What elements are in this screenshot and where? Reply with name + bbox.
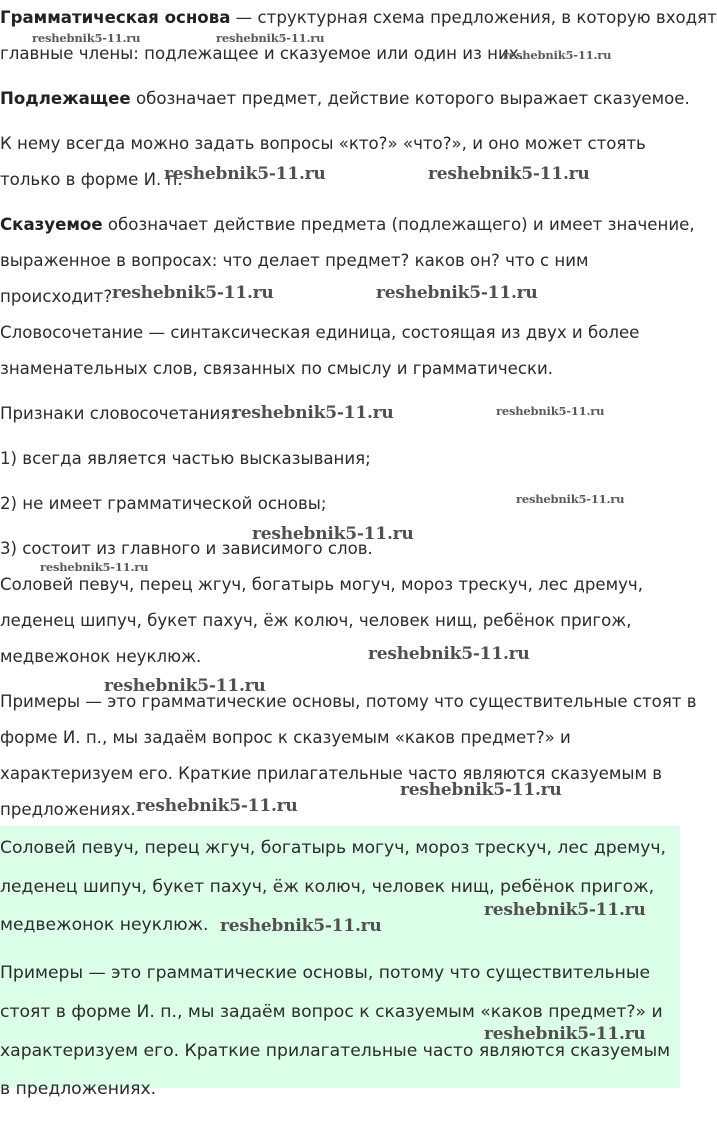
text-line-3 [0,88,690,110]
watermark: reshebnik5-11.ru [496,404,605,418]
text-line-6 [0,214,695,236]
watermark: reshebnik5-11.ru [112,283,274,303]
text-line-11 [0,403,236,425]
line-text: Примеры — это грамматические основы, потому что существительные [0,963,651,983]
watermark: reshebnik5-11.ru [136,796,298,816]
text-line-9 [0,322,639,344]
line-text: Словосочетание — синтаксическая единица, состоящая из двух и более [0,323,640,342]
line-text: медвежонок неуклюж. [0,647,202,666]
line-text: выраженное в вопросах: что делает предмет? каков он? что с ним [0,251,589,270]
highlight-line-3 [0,914,209,936]
watermark: reshebnik5-11.ru [232,403,394,423]
text-line-13 [0,493,327,515]
term-predicate: Сказуемое [0,215,103,234]
line-text: Признаки словосочетания: [0,404,236,423]
watermark: reshebnik5-11.ru [216,31,325,45]
watermark: reshebnik5-11.ru [252,524,414,544]
text-line-12 [0,448,371,470]
text-line-17 [0,646,201,668]
watermark: reshebnik5-11.ru [220,916,382,936]
line-text: главные члены: подлежащее и сказуемое или один из них. [0,44,524,63]
line-text: только в форме И. п. [0,170,183,189]
text-line-1 [0,7,717,29]
text-line-10 [0,358,553,380]
text-line-4 [0,133,646,155]
watermark: reshebnik5-11.ru [503,48,612,62]
line-text: 1) всегда является частью высказывания; [0,449,371,468]
highlighted-answer-block [0,826,680,1099]
watermark: reshebnik5-11.ru [428,164,590,184]
watermark: reshebnik5-11.ru [376,283,538,303]
line-text: медвежонок неуклюж. [0,915,209,935]
line-text: Соловей певуч, перец жгуч, богатырь могуч, мороз трескуч, лес дремуч, [0,838,666,858]
line-text: знаменательных слов, связанных по смыслу и грамматически. [0,359,554,378]
text-line-15 [0,574,643,596]
highlight-line-7 [0,1078,156,1100]
line-text: 3) состоит из главного и зависимого слов. [0,539,373,558]
text-line-20 [0,763,662,785]
line-text: 2) не имеет грамматической основы; [0,494,327,513]
text-line-2 [0,43,524,65]
term-subject: Подлежащее [0,89,131,108]
text-line-21 [0,799,136,821]
line-text: предложениях. [0,800,136,819]
text-line-8 [0,286,112,308]
line-text: обозначает действие предмета (подлежащего) и имеет значение, [102,215,695,234]
watermark: reshebnik5-11.ru [164,164,326,184]
text-line-7 [0,250,589,272]
text-line-5 [0,169,183,191]
line-text: леденец шипуч, букет пахуч, ёж колюч, человек нищ, ребёнок пригож, [0,611,632,630]
watermark: reshebnik5-11.ru [516,492,625,506]
line-text: стоят в форме И. п., мы задаём вопрос к сказуемым «каков предмет?» и [0,1002,663,1022]
line-text: характеризуем его. Краткие прилагательные часто являются сказуемым [0,1041,671,1061]
highlight-line-5 [0,1001,663,1023]
watermark: reshebnik5-11.ru [484,1024,646,1044]
line-text: происходит? [0,287,113,306]
highlight-line-2 [0,876,654,898]
watermark: reshebnik5-11.ru [40,560,149,574]
watermark: reshebnik5-11.ru [32,31,141,45]
line-text: характеризуем его. Краткие прилагательные часто являются сказуемым в [0,764,663,783]
line-text: Примеры — это грамматические основы, потому что существительные стоят в [0,692,697,711]
text-line-16 [0,610,632,632]
highlight-line-4 [0,962,650,984]
line-text: Соловей певуч, перец жгуч, богатырь могуч, мороз трескуч, лес дремуч, [0,575,643,594]
watermark: reshebnik5-11.ru [368,644,530,664]
watermark: reshebnik5-11.ru [400,780,562,800]
line-text: в предложениях. [0,1079,157,1099]
highlight-line-1 [0,837,666,859]
line-text: обозначает предмет, действие которого выражает сказуемое. [130,89,690,108]
line-text: — структурная схема предложения, в которую входят [230,8,717,27]
watermark: reshebnik5-11.ru [484,900,646,920]
line-text: К нему всегда можно задать вопросы «кто?» «что?», и оно может стоять [0,134,646,153]
text-line-19 [0,727,571,749]
term-grammatical-basis: Грамматическая основа [0,8,231,27]
line-text: форме И. п., мы задаём вопрос к сказуемым «каков предмет?» и [0,728,571,747]
line-text: леденец шипуч, букет пахуч, ёж колюч, человек нищ, ребёнок пригож, [0,877,655,897]
watermark: reshebnik5-11.ru [104,676,266,696]
